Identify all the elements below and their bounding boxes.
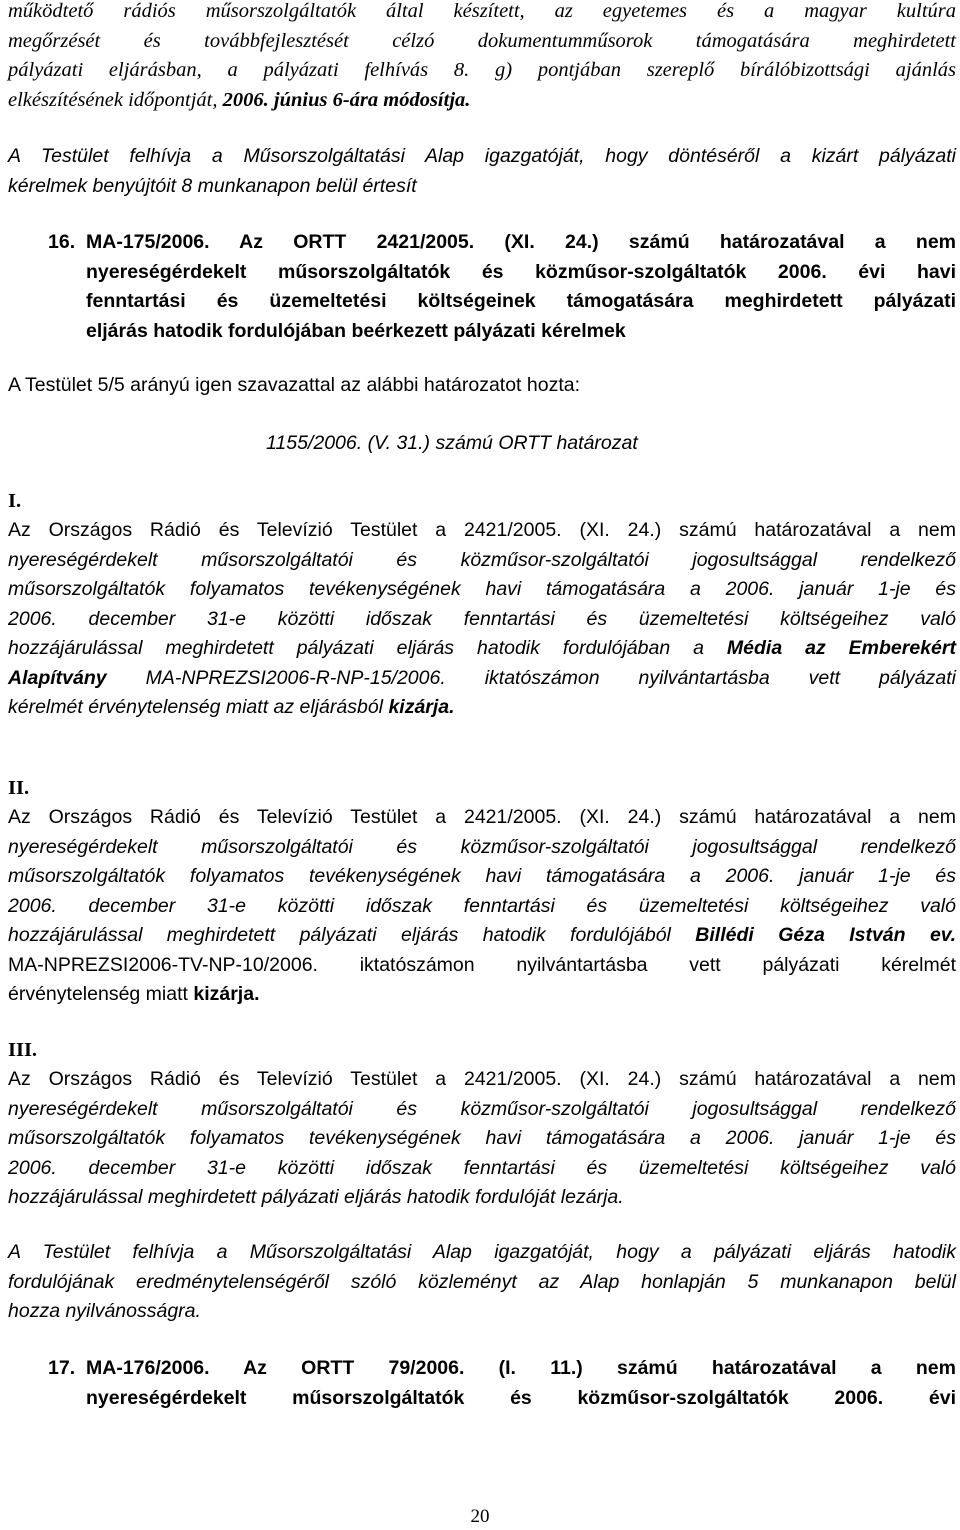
resolution-title: 1155/2006. (V. 31.) számú ORTT határozat: [266, 432, 638, 454]
agenda-item-17: [48, 1354, 956, 1413]
text-line: A Testület felhívja a Műsorszolgáltatási Alap igazgatóját, hogy a pályázati eljárás hatodik: [8, 1241, 956, 1263]
text-line: 2006. december 31-e közötti időszak fenntartási és üzemeltetési költségeihez való: [8, 607, 956, 630]
section-iii-paragraph: [8, 1065, 956, 1213]
section-i-paragraph: [8, 516, 956, 723]
text-line: MA-175/2006. Az ORTT 2421/2005. (XI. 24.) számú határozatával a nem: [86, 231, 956, 253]
section-numeral: I.: [8, 490, 22, 512]
text-line: [8, 980, 956, 1010]
text-fragment: hozzájárulással meghirdetett pályázati eljárás hatodik fordulójából: [8, 924, 696, 946]
text-line: Az Országos Rádió és Televízió Testület a 2421/2005. (XI. 24.) számú határozatával a nem: [8, 519, 956, 541]
text-line: A Testület felhívja a Műsorszolgáltatási Alap igazgatóját, hogy döntéséről a kizárt pályázati: [8, 145, 956, 167]
text-line: [8, 693, 956, 723]
vote-statement: A Testület 5/5 arányú igen szavazattal az alábbi határozatot hozta:: [8, 374, 581, 396]
text-line: pályázati eljárásban, a pályázati felhívás 8. g) pontjában szereplő bírálóbizottsági ajánlás: [8, 59, 956, 81]
agenda-item-16: [48, 228, 956, 346]
agenda-number: 17.: [48, 1357, 76, 1379]
section-numeral: II.: [8, 777, 30, 799]
text-line: 2006. december 31-e közötti időszak fenntartási és üzemeltetési költségeihez való: [8, 894, 956, 917]
text-line: nyereségérdekelt műsorszolgáltatói és közműsor-szolgáltatói jogosultsággal rendelkező: [8, 835, 956, 858]
applicant-name: Billédi Géza István ev.: [695, 924, 956, 946]
text-line: nyereségérdekelt műsorszolgáltatók és közműsor-szolgáltatók 2006. évi: [86, 1386, 956, 1409]
text-line: működtető rádiós műsorszolgáltatók által készített, az egyetemes és a magyar kultúra: [8, 0, 956, 22]
text-fragment: érvénytelenség miatt: [8, 983, 194, 1005]
text-line: [8, 634, 956, 664]
agenda-number: 16.: [48, 231, 76, 253]
text-line: [8, 664, 956, 694]
text-line: műsorszolgáltatók folyamatos tevékenységének havi támogatására a 2006. január 1-je és: [8, 578, 956, 600]
text-line: [8, 921, 956, 951]
applicant-name: Média az Emberekért: [726, 637, 956, 659]
section-ii-paragraph: [8, 803, 956, 1010]
decision-verb: kizárja.: [193, 983, 260, 1005]
text-line: hozza nyilvánosságra.: [8, 1300, 201, 1322]
text-line: eljárás hatodik fordulójában beérkezett pályázati kérelmek: [86, 319, 626, 342]
text-line: kérelmek benyújtóit 8 munkanapon belül értesít: [8, 174, 417, 197]
decision-verb: kizárja.: [388, 696, 455, 718]
text-line: fenntartási és üzemeltetési költségeinek támogatására meghirdetett pályázati: [86, 290, 956, 312]
text-line: MA-176/2006. Az ORTT 79/2006. (I. 11.) számú határozatával a nem: [86, 1357, 956, 1379]
text-fragment: kérelmét érvénytelenség miatt az eljárásból: [8, 696, 389, 718]
text-line: nyereségérdekelt műsorszolgáltatói és közműsor-szolgáltatói jogosultsággal rendelkező: [8, 548, 956, 571]
text-line: Az Országos Rádió és Televízió Testület a 2421/2005. (XI. 24.) számú határozatával a nem: [8, 806, 956, 828]
text-line: [8, 86, 956, 116]
text-line: nyereségérdekelt műsorszolgáltatói és közműsor-szolgáltatói jogosultsággal rendelkező: [8, 1097, 956, 1120]
text-line: MA-NPREZSI2006-TV-NP-10/2006. iktatószámon nyilvántartásba vett pályázati kérelmét: [8, 953, 956, 976]
text-line: nyereségérdekelt műsorszolgáltatók és közműsor-szolgáltatók 2006. évi havi: [86, 260, 956, 283]
emphasis-date: 2006. június 6-ára módosítja.: [222, 88, 471, 111]
text-line: hozzájárulással meghirdetett pályázati eljárás hatodik fordulóját lezárja.: [8, 1186, 624, 1208]
intro-paragraph: [8, 0, 956, 115]
text-line: fordulójának eredménytelenségéről szóló közleményt az Alap honlapján 5 munkanapon belül: [8, 1270, 956, 1293]
text-fragment: elkészítésének időpontját,: [8, 88, 223, 111]
notice-paragraph: [8, 142, 956, 201]
text-fragment: MA-NPREZSI2006-R-NP-15/2006. iktatószámon nyilvántartásba vett pályázati: [106, 666, 956, 689]
text-line: műsorszolgáltatók folyamatos tevékenységének havi támogatására a 2006. január 1-je és: [8, 1127, 956, 1149]
applicant-name: Alapítvány: [8, 666, 107, 689]
notice-paragraph: [8, 1238, 956, 1327]
section-numeral: III.: [8, 1039, 38, 1061]
text-fragment: hozzájárulással meghirdetett pályázati eljárás hatodik fordulójában a: [8, 637, 727, 659]
text-line: megőrzését és továbbfejlesztését célzó dokumentumműsorok támogatására meghirdetett: [8, 29, 956, 52]
text-line: műsorszolgáltatók folyamatos tevékenységének havi támogatására a 2006. január 1-je és: [8, 865, 956, 887]
text-line: Az Országos Rádió és Televízió Testület a 2421/2005. (XI. 24.) számú határozatával a nem: [8, 1068, 956, 1090]
page-number: 20: [470, 1506, 490, 1527]
text-line: 2006. december 31-e közötti időszak fenntartási és üzemeltetési költségeihez való: [8, 1156, 956, 1179]
